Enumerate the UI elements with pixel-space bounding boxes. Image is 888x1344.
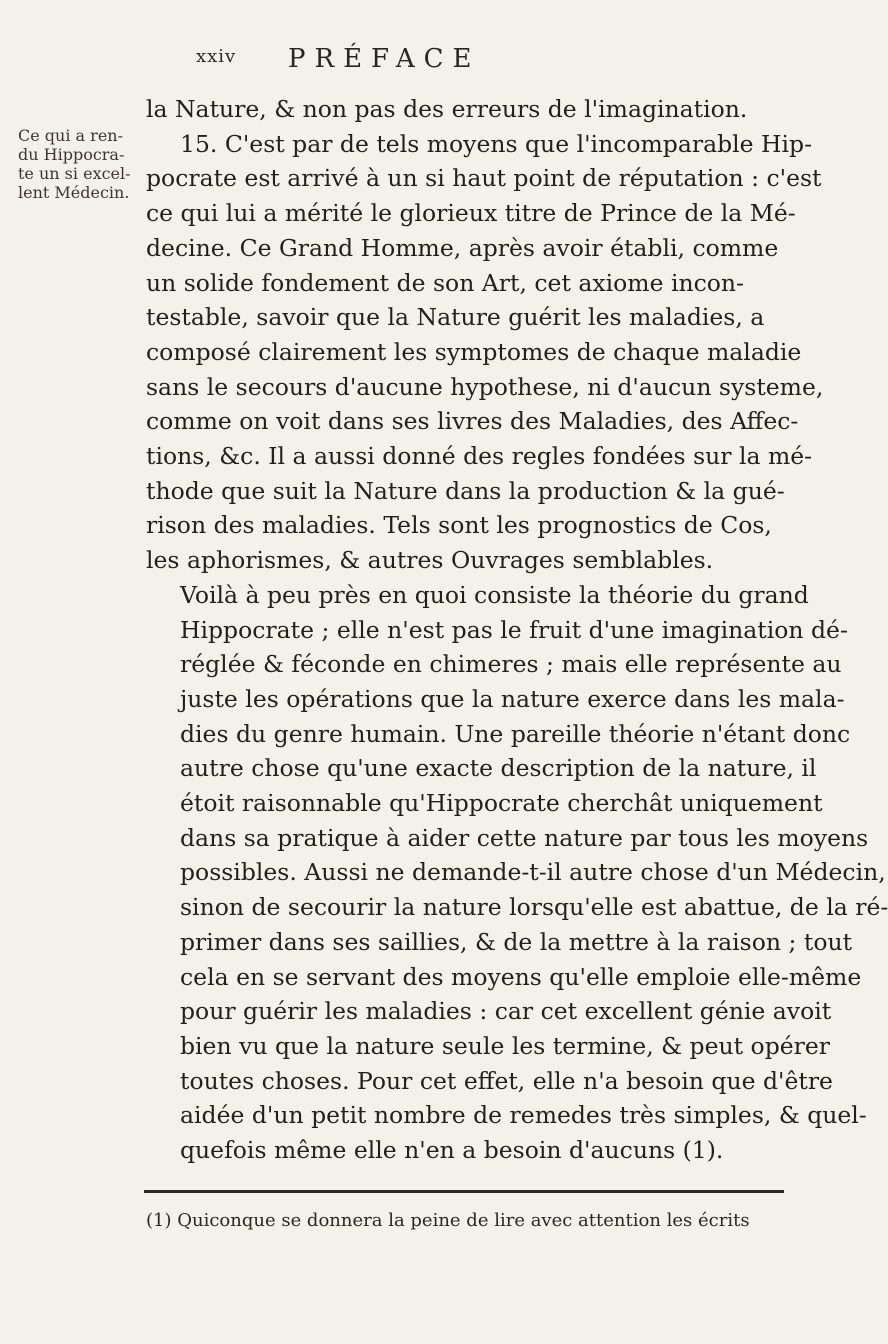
text-line: la Nature, & non pas des erreurs de l'imagination. <box>146 95 748 123</box>
text-line: dans sa pratique à aider cette nature par tous les moyens <box>180 823 869 852</box>
text-line: composé clairement les symptomes de chaque maladie <box>146 337 802 366</box>
text-line: pocrate est arrivé à un si haut point de réputation : c'est <box>146 164 822 193</box>
margin-note <box>18 126 136 202</box>
text-line: bien vu que la nature seule les termine, & peut opérer <box>180 1031 831 1060</box>
text-line: aidée d'un petit nombre de remedes très simples, & quel- <box>180 1101 867 1130</box>
running-title: PRÉFACE <box>288 44 481 74</box>
text-line: thode que suit la Nature dans la production & la gué- <box>146 476 785 505</box>
text-line: rison des maladies. Tels sont les prognostics de Cos, <box>146 511 772 540</box>
footnote: (1) Quiconque se donnera la peine de lire avec attention les écrits <box>146 1210 750 1231</box>
text-line: sinon de secourir la nature lorsqu'elle est abattue, de la ré- <box>180 893 888 922</box>
margin-note-line: du Hippocra- <box>18 145 125 164</box>
text-line: comme on voit dans ses livres des Maladies, des Affec- <box>146 407 799 436</box>
text-line: cela en se servant des moyens qu'elle emploie elle-même <box>180 962 862 991</box>
text-line: dies du genre humain. Une pareille théorie n'étant donc <box>180 719 851 748</box>
main-text <box>146 92 888 1168</box>
margin-note-line: lent Médecin. <box>18 183 130 202</box>
text-line: réglée & féconde en chimeres ; mais elle représente au <box>180 650 842 679</box>
text-line: les aphorismes, & autres Ouvrages semblables. <box>146 546 714 575</box>
text-line: étoit raisonnable qu'Hippocrate cherchât uniquement <box>180 789 823 818</box>
text-line: juste les opérations que la nature exerce dans les mala- <box>180 684 845 713</box>
text-line: quefois même elle n'en a besoin d'aucuns (1). <box>180 1136 724 1165</box>
text-line: tions, &c. Il a aussi donné des regles fondées sur la mé- <box>146 442 813 471</box>
text-line: 15. C'est par de tels moyens que l'incomparable Hip- <box>180 129 813 158</box>
margin-note-line: te un si excel- <box>18 164 131 183</box>
text-line: Hippocrate ; elle n'est pas le fruit d'une imagination dé- <box>180 615 848 644</box>
text-line: toutes choses. Pour cet effet, elle n'a besoin que d'être <box>180 1066 833 1095</box>
text-line: decine. Ce Grand Homme, après avoir établi, comme <box>146 233 779 262</box>
text-line: possibles. Aussi ne demande-t-il autre chose d'un Médecin, <box>180 858 886 887</box>
text-line: Voilà à peu près en quoi consiste la théorie du grand <box>180 580 809 609</box>
text-line: primer dans ses saillies, & de la mettre à la raison ; tout <box>180 927 853 956</box>
text-line: sans le secours d'aucune hypothese, ni d'aucun systeme, <box>146 372 824 401</box>
text-line: un solide fondement de son Art, cet axiome incon- <box>146 268 744 297</box>
text-line: pour guérir les maladies : car cet excellent génie avoit <box>180 997 832 1026</box>
footnote-divider <box>144 1190 784 1193</box>
page-header <box>0 44 800 84</box>
page-number: xxiv <box>196 46 237 67</box>
margin-note-line: Ce qui a ren- <box>18 126 123 145</box>
text-line: ce qui lui a mérité le glorieux titre de Prince de la Mé- <box>146 199 796 228</box>
text-line: testable, savoir que la Nature guérit les maladies, a <box>146 303 765 332</box>
text-line: autre chose qu'une exacte description de la nature, il <box>180 754 817 783</box>
